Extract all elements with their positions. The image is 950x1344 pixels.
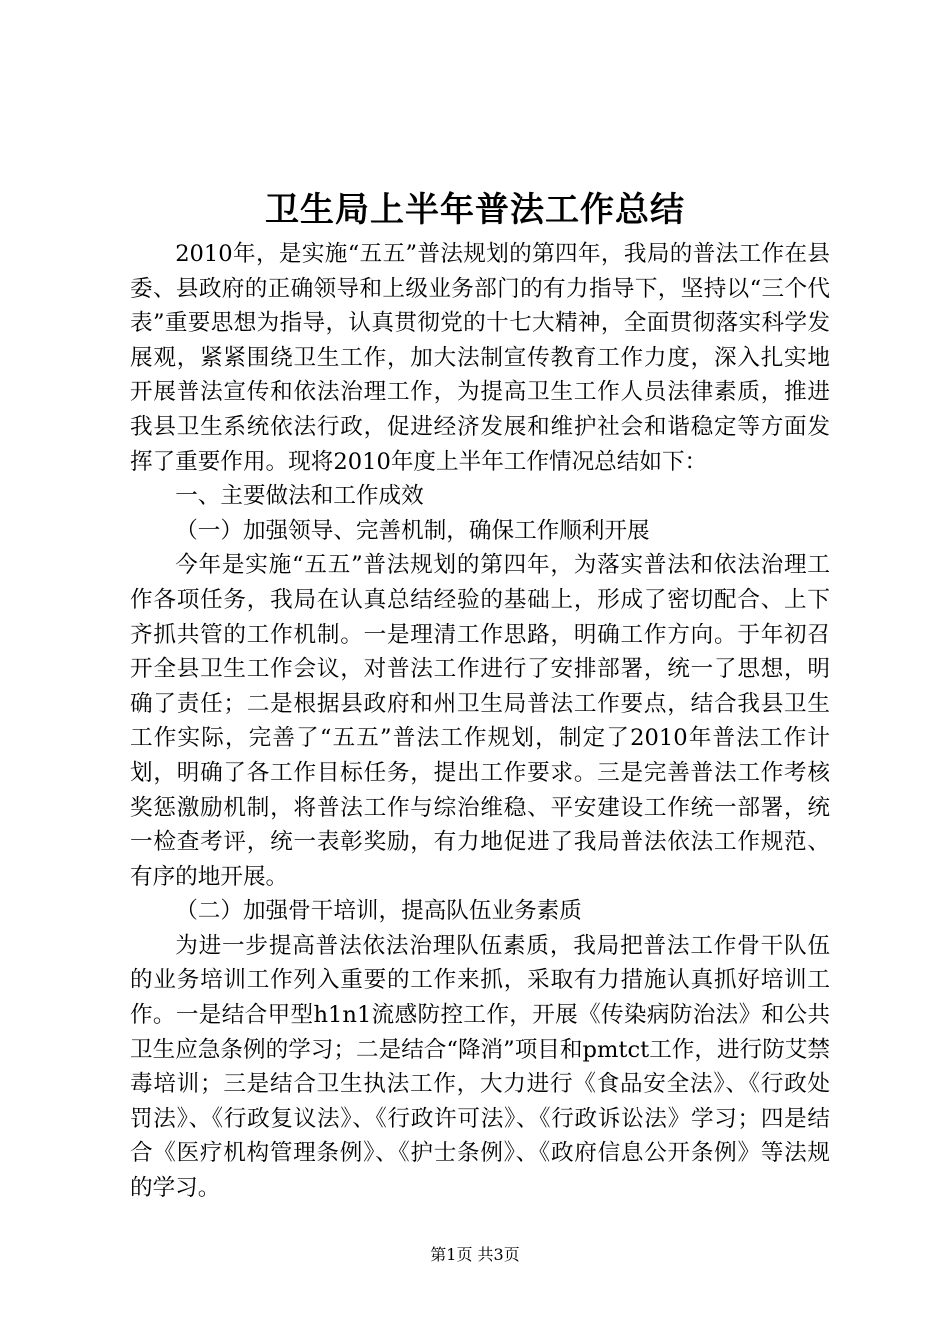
subsection-heading-1: （一）加强领导、完善机制，确保工作顺利开展 xyxy=(175,517,650,544)
section-heading-1: 一、主要做法和工作成效 xyxy=(175,483,424,510)
subsection-2-paragraph: 为进一步提高普法依法治理队伍素质，我局把普法工作骨干队伍的业务培训工作列入重要的工作来抓，采取有力措施认真抓好培训工作。一是结合甲型h1n1流感防控工作，开展《传染病防治法》和公共卫生应急条例的学习；二是结合“降消”项目和pmtct工作，进行防艾禁毒培训；三是结合卫生执法工作，大力进行《食品安全法》、《行政处罚法》、《行政复议法》、《行政许可法》、《行政诉讼法》学习；四是结合《医疗机构管理条例》、《护士条例》、《政府信息公开条例》等法规的学习。 xyxy=(130,932,830,1202)
subsection-heading-2: （二）加强骨干培训，提高队伍业务素质 xyxy=(175,898,582,925)
subsection-1-paragraph: 今年是实施“五五”普法规划的第四年，为落实普法和依法治理工作各项任务，我局在认真总结经验的基础上，形成了密切配合、上下齐抓共管的工作机制。一是理清工作思路，明确工作方向。于年初召开全县卫生工作会议，对普法工作进行了安排部署，统一了思想，明确了责任；二是根据县政府和州卫生局普法工作要点，结合我县卫生工作实际，完善了“五五”普法工作规划，制定了2010年普法工作计划，明确了各工作目标任务，提出工作要求。三是完善普法工作考核奖惩激励机制，将普法工作与综治维稳、平安建设工作统一部署，统一检查考评，统一表彰奖励，有力地促进了我局普法依法工作规范、有序的地开展。 xyxy=(130,552,830,890)
document-title: 卫生局上半年普法工作总结 xyxy=(265,190,685,230)
intro-paragraph: 2010年，是实施“五五”普法规划的第四年，我局的普法工作在县委、县政府的正确领导和上级业务部门的有力指导下，坚持以“三个代表”重要思想为指导，认真贯彻党的十七大精神，全面贯彻落实科学发展观，紧紧围绕卫生工作，加大法制宣传教育工作力度，深入扎实地开展普法宣传和依法治理工作，为提高卫生工作人员法律素质，推进我县卫生系统依法行政，促进经济发展和维护社会和谐稳定等方面发挥了重要作用。现将2010年度上半年工作情况总结如下： xyxy=(130,241,830,475)
page-footer: 第1页 共3页 xyxy=(430,1245,520,1264)
document-body xyxy=(130,237,830,1206)
